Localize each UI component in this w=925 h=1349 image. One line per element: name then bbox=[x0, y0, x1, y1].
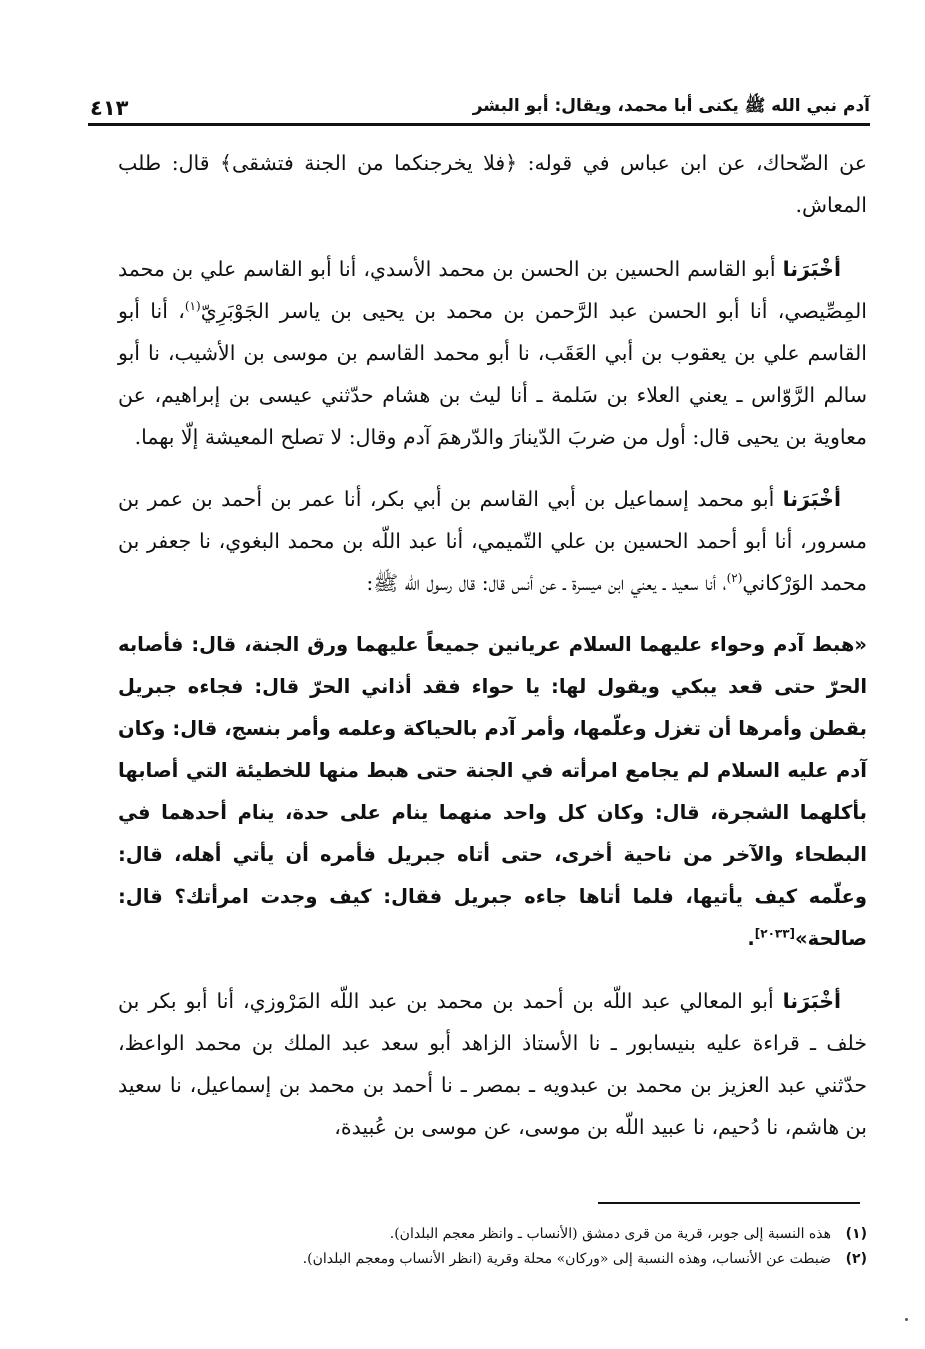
footnote-separator bbox=[598, 1202, 860, 1204]
paragraph-3-text: أبو محمد إسماعيل بن أبي القاسم بن أبي بكر، أنا عمر بن أحمد بن عمر بن مسرور، أنا أبو أحمد الحسين بن علي التّميمي، أنا عبد اللّه بن محمد البغوي، نا جعفر بن محمد الوَرْكاني bbox=[118, 487, 867, 595]
hadith-quote: «هبط آدم وحواء عليهما السلام عريانين جميعاً عليهما ورق الجنة، قال: فأصابه الحرّ حتى قعد يبكي ويقول لها: يا حواء فقد أذاني الحرّ قال: فجاءه جبريل بقطن وأمرها أن تغزل وعلّمها، وأمر آدم بالحياكة وعلمه وأمر بنسج، قال: وكان آدم عليه السلام لم يجامع امرأته في الجنة حتى هبط منها للخطيئة التي أصابها بأكلهما الشجرة، قال: وكان كل واحد منهما ينام على حدة، ينام أحدهما في البطحاء والآخر من ناحية أخرى، حتى أتاه جبريل فأمره أن يأتي أهله، قال: وعلّمه كيف يأتيها، فلما أتاها جاءه جبريل فقال: كيف وجدت امرأتك؟ قال: صالحة»[٢٠٣٣]. bbox=[118, 633, 867, 950]
paragraph-3-lead: أخْبَرَنا bbox=[782, 487, 841, 511]
footnote-1-number: (١) bbox=[845, 1226, 867, 1242]
paragraph-2-text: أبو القاسم الحسين بن الحسن بن محمد الأسدي، أنا أبو القاسم علي بن محمد المِصِّيصي، أنا أبو الحسن عبد الرَّحمن بن محمد بن يحيى بن ياسر الجَوْبَرِيّ bbox=[118, 257, 867, 323]
footnote-ref-2[interactable]: (٢) bbox=[726, 571, 743, 586]
hadith-number: [٢٠٣٣] bbox=[754, 926, 796, 941]
paragraph-1 bbox=[118, 142, 867, 226]
paragraph-2-lead: أخْبَرَنا bbox=[782, 257, 841, 281]
paragraph-5 bbox=[118, 980, 867, 1148]
paragraph-3 bbox=[118, 478, 867, 604]
footnote-1-text: هذه النسبة إلى جوبر، قرية من قرى دمشق (الأنساب ـ وانظر معجم البلدان). bbox=[389, 1226, 831, 1242]
footnote-2-text: ضبطت عن الأنساب، وهذه النسبة إلى «وركان» محلة وقرية (انظر الأنساب ومعجم البلدان). bbox=[302, 1251, 831, 1267]
running-header bbox=[90, 84, 870, 120]
paragraph-5-lead: أخْبَرَنا bbox=[782, 989, 841, 1013]
paragraph-2 bbox=[118, 248, 867, 458]
footnote-2-number: (٢) bbox=[845, 1251, 867, 1267]
paragraph-5-text: أبو المعالي عبد اللّه بن أحمد بن محمد بن عبد اللّه المَرْوزي، أنا أبو بكر بن خلف ـ قراءة عليه بنيسابور ـ نا الأستاذ الزاهد أبو سعد عبد الملك بن محمد الواعظ، حدّثني عبد العزيز بن محمد بن عبدويه ـ بمصر ـ نا أحمد بن محمد بن إسماعيل، نا سعيد بن هاشم، نا دُحيم، نا عبيد اللّه بن موسى، عن موسى بن عُبيدة، bbox=[118, 989, 867, 1139]
header-rule bbox=[88, 123, 870, 126]
footnotes bbox=[180, 1222, 867, 1272]
running-title: آدم نبي الله ﷺ يكنى أبا محمد، ويقال: أبو البشر bbox=[472, 96, 870, 116]
footnote-ref-1[interactable]: (١) bbox=[184, 299, 201, 314]
footnote-2 bbox=[180, 1247, 867, 1272]
main-text bbox=[118, 142, 867, 1168]
paragraph-1-text: عن الضّحاك، عن ابن عباس في قوله: ﴿فلا يخرجنكما من الجنة فتشقى﴾ قال: طلب المعاش. bbox=[118, 151, 867, 217]
footnote-1 bbox=[180, 1222, 867, 1247]
paragraph-3-rest: ، أنا سعيد ـ يعني ابن ميسرة ـ عن أنس قال: قال رسول الله ﷺ: bbox=[366, 571, 727, 595]
hadith-text: «هبط آدم وحواء عليهما السلام عريانين جميعاً عليهما ورق الجنة، قال: فأصابه الحرّ حتى قعد يبكي ويقول لها: يا حواء فقد أذاني الحرّ قال: فجاءه جبريل بقطن وأمرها أن تغزل وعلّمها، وأمر آدم بالحياكة وعلمه وأمر بنسج، قال: وكان آدم عليه السلام لم يجامع امرأته في الجنة حتى هبط منها للخطيئة التي أصابها بأكلهما الشجرة، قال: وكان كل واحد منهما ينام على حدة، ينام أحدهما في البطحاء والآخر من ناحية أخرى، حتى أتاه جبريل فأمره أن يأتي أهله، قال: وعلّمه كيف يأتيها، فلما أتاها جاءه جبريل فقال: كيف وجدت امرأتك؟ قال: صالحة» bbox=[118, 633, 867, 950]
paragraph-2-rest: ، أنا أبو القاسم علي بن يعقوب بن أبي العَقَب، نا أبو محمد القاسم بن موسى بن الأشيب، نا أبو سالم الرَّوّاس ـ يعني العلاء بن سَلمة ـ أنا ليث بن هشام حدّثني عيسى بن إبراهيم، عن معاوية بن يحيى قال: أول من ضربَ الدّينارَ والدّرهمَ آدم وقال: لا تصلح المعيشة إلّا بهما. bbox=[118, 299, 867, 449]
page-number: ٤١٣ bbox=[90, 96, 129, 120]
scan-speck bbox=[905, 1318, 908, 1321]
